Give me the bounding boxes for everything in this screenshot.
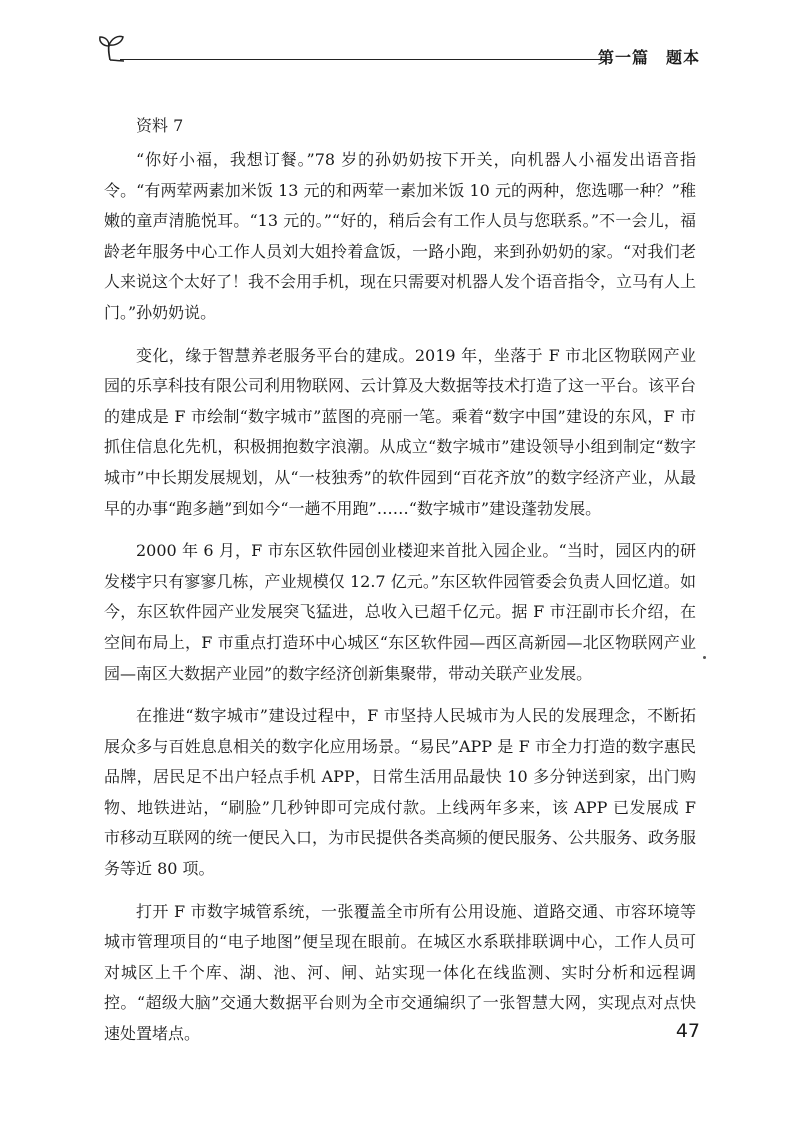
header-rule: [120, 59, 610, 60]
paragraph-1: “你好小福，我想订餐。”78 岁的孙奶奶按下开关，向机器人小福发出语音指令。“有两荤两素加米饭 13 元的和两荤一素加米饭 10 元的两种，您选哪一种？”稚嫩的童声清脆悦耳。“13 元的。”“好的，稍后会有工作人员与您联系。”不一会儿，福龄老年服务中心工作人员刘大姐拎着盒饭，一路小跑，来到孙奶奶的家。“对我们老人来说这个太好了！我不会用手机，现在只需要对机器人发个语音指令，立马有人上门。”孙奶奶说。: [104, 150, 697, 322]
header-title: 第一篇 题本: [597, 48, 700, 67]
section-label: 资料 7: [136, 116, 184, 135]
page-number: 47: [675, 1020, 700, 1042]
paragraph-4: 在推进“数字城市”建设过程中，F 市坚持人民城市为人民的发展理念，不断拓展众多与百姓息息相关的数字化应用场景。“易民”APP 是 F 市全力打造的数字惠民品牌，居民足不出户轻点手机 APP，日常生活用品最快 10 多分钟送到家，出门购物、地铁进站，“刷脸”几秒钟即可完成付款。上线两年多来，该 APP 已发展成 F 市移动互联网的统一便民入口，为市民提供各类高频的便民服务、公共服务、政务服务等近 80 项。: [104, 706, 697, 879]
paragraph-5: 打开 F 市数字城管系统，一张覆盖全市所有公用设施、道路交通、市容环境等城市管理项目的“电子地图”便呈现在眼前。在城区水系联排联调中心，工作人员可对城区上千个库、湖、池、河、闸、站实现一体化在线监测、实时分析和远程调控。“超级大脑”交通大数据平台则为全市交通编织了一张智慧大网，实现点对点快速处置堵点。: [104, 901, 696, 1044]
page-header: [96, 28, 700, 68]
paragraph-3: 2000 年 6 月，F 市东区软件园创业楼迎来首批入园企业。“当时，园区内的研发楼宇只有寥寥几栋，产业规模仅 12.7 亿元。”东区软件园管委会负责人回忆道。如今，东区软件园产业发展突飞猛进，总收入已超千亿元。据 F 市汪副市长介绍，在空间布局上，F 市重点打造环中心城区“东区软件园—西区高新园—北区物联网产业园—南区大数据产业园”的数字经济创新集聚带，带动关联产业发展。: [104, 541, 696, 683]
sprout-icon: [96, 30, 126, 62]
scan-speck: [703, 656, 706, 659]
paragraph-2: 变化，缘于智慧养老服务平台的建成。2019 年，坐落于 F 市北区物联网产业园的乐享科技有限公司利用物联网、云计算及大数据等技术打造了这一平台。该平台的建成是 F 市绘制“数字城市”蓝图的亮丽一笔。乘着“数字中国”建设的东风，F 市抓住信息化先机，积极拥抱数字浪潮。从成立“数字城市”建设领导小组到制定“数字城市”中长期发展规划，从“一枝独秀”的软件园到“百花齐放”的数字经济产业，从最早的办事“跑多趟”到如今“一趟不用跑”……“数字城市”建设蓬勃发展。: [104, 345, 697, 518]
article-body: [104, 113, 696, 1062]
